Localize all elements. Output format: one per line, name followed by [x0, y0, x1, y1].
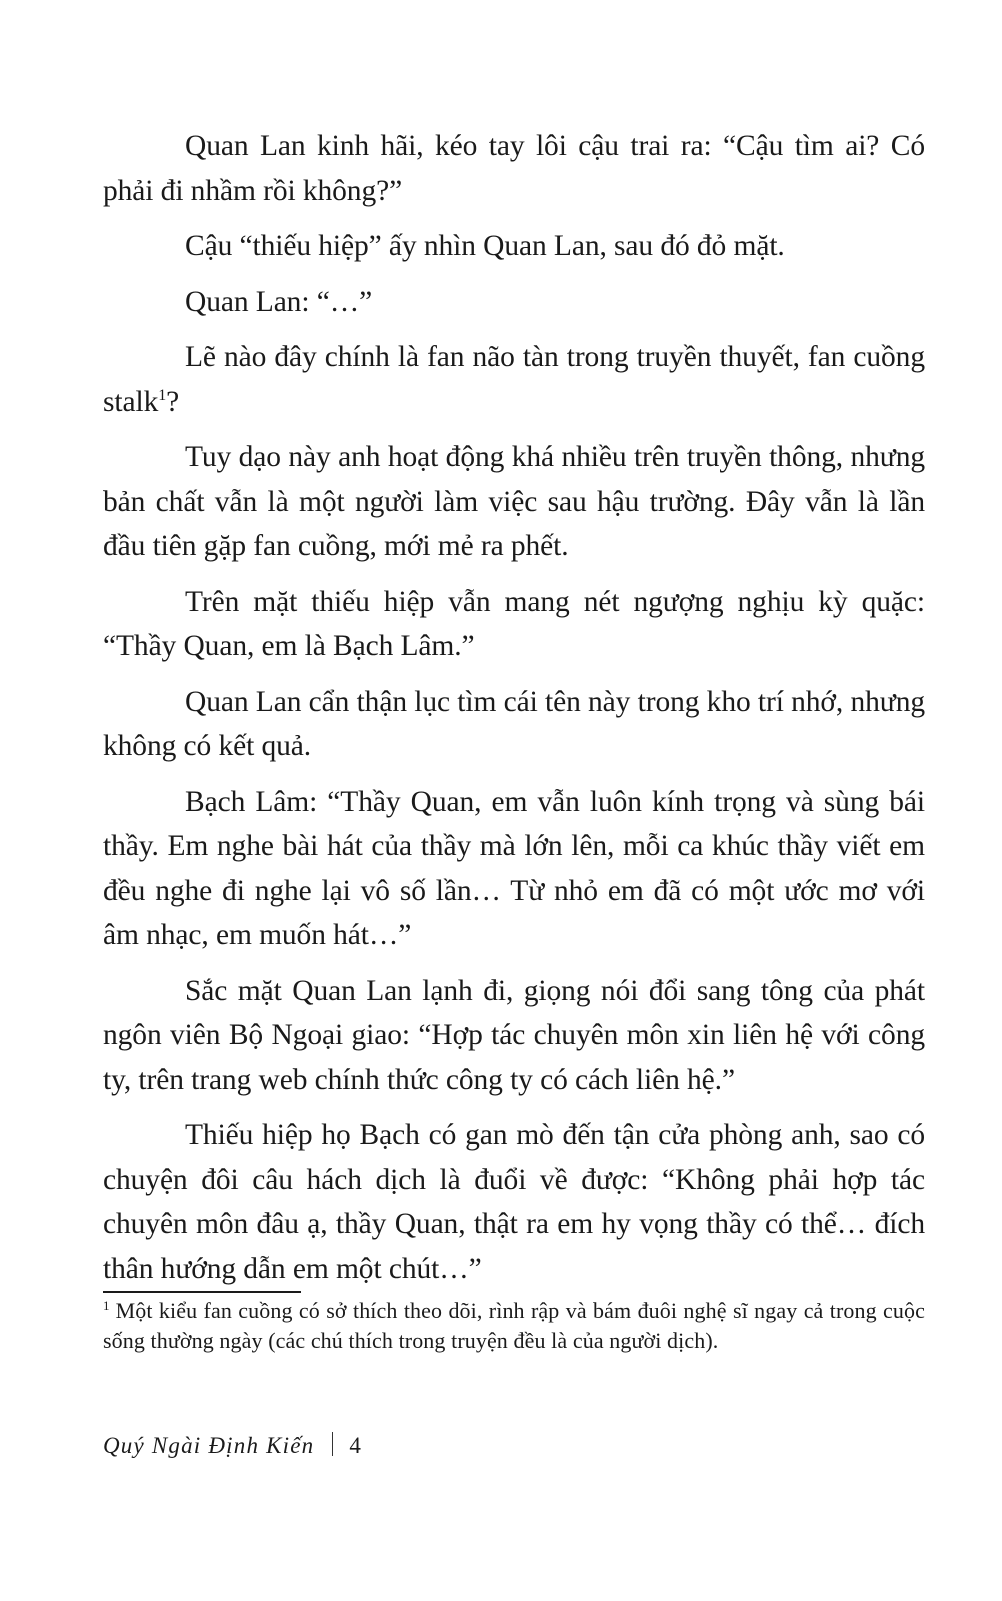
footnote — [103, 1296, 925, 1356]
running-footer — [103, 1430, 362, 1462]
footnote-reference: 1 — [158, 386, 167, 404]
paragraph-6: Trên mặt thiếu hiệp vẫn mang nét ngượng nghịu kỳ quặc: “Thầy Quan, em là Bạch Lâm.” — [103, 585, 925, 662]
paragraph-4-text: Lẽ nào đây chính là fan não tàn trong truyền thuyết, fan cuồng stalk — [103, 341, 925, 418]
page-number: 4 — [349, 1433, 363, 1458]
paragraph-2: Cậu “thiếu hiệp” ấy nhìn Quan Lan, sau đó đỏ mặt. — [185, 230, 785, 262]
paragraph-1: Quan Lan kinh hãi, kéo tay lôi cậu trai ra: “Cậu tìm ai? Có phải đi nhầm rồi không?” — [103, 130, 925, 207]
footnote-text: Một kiểu fan cuồng có sở thích theo dõi, rình rập và bám đuôi nghệ sĩ ngay cả trong cuộc sống thường ngày (các chú thích trong truyện đều là của người dịch). — [103, 1298, 925, 1353]
paragraph-8: Bạch Lâm: “Thầy Quan, em vẫn luôn kính trọng và sùng bái thầy. Em nghe bài hát của thầy mà lớn lên, mỗi ca khúc thầy viết em đều nghe đi nghe lại vô số lần… Từ nhỏ em đã có một ước mơ với âm nhạc, em muốn hát…” — [103, 785, 925, 951]
paragraph-10: Thiếu hiệp họ Bạch có gan mò đến tận cửa phòng anh, sao có chuyện đôi câu hách dịch là đuổi về được: “Không phải hợp tác chuyên môn đâu ạ, thầy Quan, thật ra em hy vọng thầy có thể… đích thân hướng dẫn em một chút…” — [103, 1119, 925, 1285]
page-body — [103, 124, 925, 1302]
paragraph-4-end: ? — [166, 385, 180, 418]
paragraph-3: Quan Lan: “…” — [185, 285, 373, 318]
paragraph-4-stalk — [103, 335, 925, 424]
footnote-divider — [103, 1291, 301, 1293]
paragraph-9: Sắc mặt Quan Lan lạnh đi, giọng nói đổi sang tông của phát ngôn viên Bộ Ngoại giao: “Hợp tác chuyên môn xin liên hệ với công ty, trên trang web chính thức công ty có cách liên hệ.” — [103, 974, 925, 1096]
paragraph-5: Tuy dạo này anh hoạt động khá nhiều trên truyền thông, nhưng bản chất vẫn là một người làm việc sau hậu trường. Đây vẫn là lần đầu tiên gặp fan cuồng, mới mẻ ra phết. — [103, 441, 925, 562]
book-title: Quý Ngài Định Kiến — [103, 1433, 315, 1458]
footer-separator — [332, 1432, 333, 1456]
footnote-marker: 1 — [103, 1297, 110, 1313]
paragraph-7: Quan Lan cẩn thận lục tìm cái tên này trong kho trí nhớ, nhưng không có kết quả. — [103, 685, 925, 762]
